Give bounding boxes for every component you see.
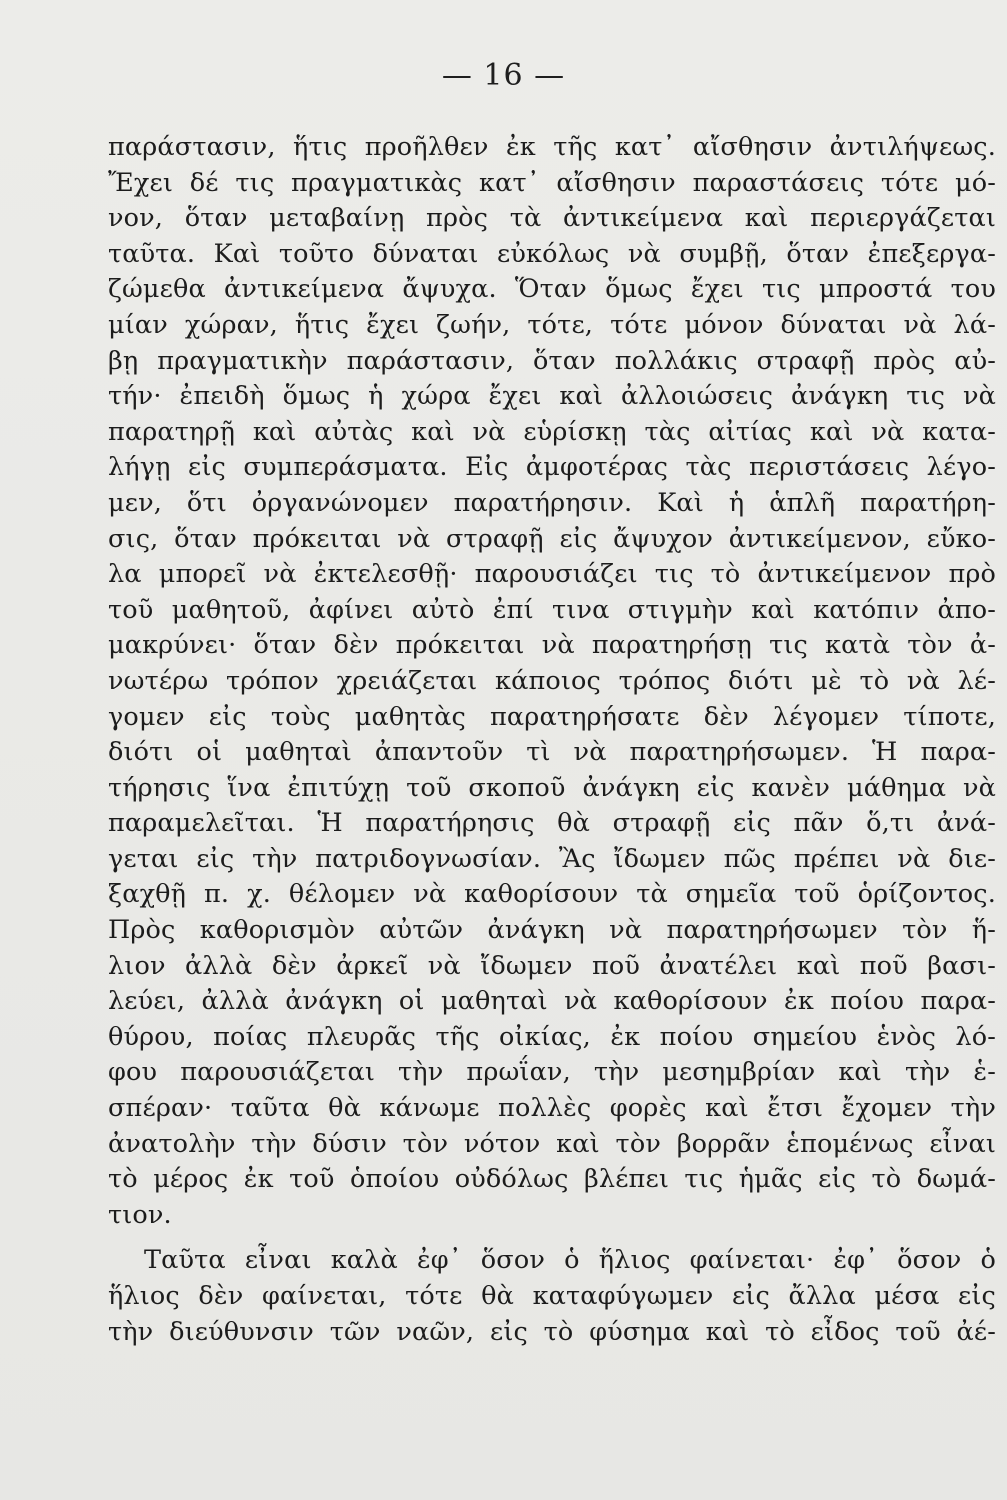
text-line: ταῦτα. Καὶ τοῦτο δύναται εὐκόλως νὰ συμβῇ, ὅταν ἐπεξεργα-: [108, 238, 996, 269]
text-line: γεται εἰς τὴν πατριδογνωσίαν. Ἂς ἴδωμεν πῶς πρέπει νὰ διε-: [108, 843, 996, 874]
text-line: μεν, ὅτι ὀργανώνομεν παρατήρησιν. Καὶ ἡ ἁπλῆ παρατήρη-: [108, 487, 996, 518]
text-line: παράστασιν, ἥτις προῆλθεν ἐκ τῆς κατ᾿ αἴσθησιν ἀντιλήψεως.: [108, 132, 996, 162]
paragraph-2: [108, 1243, 996, 1350]
text-line: τήρησις ἵνα ἐπιτύχῃ τοῦ σκοποῦ ἀνάγκη εἰς κανὲν μάθημα νὰ: [108, 772, 996, 803]
text-line: Ταῦτα εἶναι καλὰ ἐφ᾿ ὅσον ὁ ἥλιος φαίνεται· ἐφ᾿ ὅσον ὁ: [144, 1245, 996, 1276]
text-line: νον, ὅταν μεταβαίνῃ πρὸς τὰ ἀντικείμενα καὶ περιεργάζεται: [108, 203, 996, 234]
text-line: νωτέρω τρόπον χρειάζεται κάποιος τρόπος διότι μὲ τὸ νὰ λέ-: [108, 665, 996, 696]
text-line: τιον.: [108, 1199, 172, 1230]
text-line: φου παρουσιάζεται τὴν πρωΐαν, τὴν μεσημβρίαν καὶ τὴν ἑ-: [108, 1057, 996, 1088]
text-line: λα μπορεῖ νὰ ἐκτελεσθῇ· παρουσιάζει τις τὸ ἀντικείμενον πρὸ: [108, 559, 996, 590]
text-line: θύρου, ποίας πλευρᾶς τῆς οἰκίας, ἐκ ποίου σημείου ἑνὸς λό-: [108, 1021, 996, 1052]
text-line: τὴν διεύθυνσιν τῶν ναῶν, εἰς τὸ φύσημα καὶ τὸ εἶδος τοῦ ἀέ-: [108, 1316, 996, 1347]
text-line: ζώμεθα ἀντικείμενα ἄψυχα. Ὅταν ὅμως ἔχει τις μπροστά του: [108, 274, 996, 305]
text-line: σις, ὅταν πρόκειται νὰ στραφῇ εἰς ἄψυχον ἀντικείμενον, εὔκο-: [108, 523, 996, 554]
text-line: Ἔχει δέ τις πραγματικὰς κατ᾿ αἴσθησιν παραστάσεις τότε μό-: [108, 167, 996, 198]
text-line: Πρὸς καθορισμὸν αὐτῶν ἀνάγκη νὰ παρατηρήσωμεν τὸν ἥ-: [108, 915, 996, 946]
text-line: λεύει, ἀλλὰ ἀνάγκη οἱ μαθηταὶ νὰ καθορίσουν ἐκ ποίου παρα-: [108, 986, 996, 1017]
text-line: τοῦ μαθητοῦ, ἀφίνει αὐτὸ ἐπί τινα στιγμὴν καὶ κατόπιν ἀπο-: [108, 594, 996, 625]
text-line: τήν· ἐπειδὴ ὅμως ἡ χώρα ἔχει καὶ ἀλλοιώσεις ἀνάγκη τις νὰ: [108, 381, 996, 412]
text-line: διότι οἱ μαθηταὶ ἀπαντοῦν τὶ νὰ παρατηρήσωμεν. Ἡ παρα-: [108, 737, 996, 768]
page-number: — 16 —: [441, 58, 566, 93]
paragraph-1: [108, 130, 996, 1233]
text-line: παραμελεῖται. Ἡ παρατήρησις θὰ στραφῇ εἰς πᾶν ὅ,τι ἀνά-: [108, 808, 996, 839]
text-line: λιον ἀλλὰ δὲν ἀρκεῖ νὰ ἴδωμεν ποῦ ἀνατέλει καὶ ποῦ βασι-: [108, 950, 996, 981]
text-line: ἀνατολὴν τὴν δύσιν τὸν νότον καὶ τὸν βορρᾶν ἑπομένως εἶναι: [108, 1128, 996, 1159]
text-line: γομεν εἰς τοὺς μαθητὰς παρατηρήσατε δὲν λέγομεν τίποτε,: [108, 701, 996, 732]
text-line: μίαν χώραν, ἥτις ἔχει ζωήν, τότε, τότε μόνον δύναται νὰ λά-: [108, 309, 996, 340]
paragraph-gap: [108, 1233, 996, 1243]
text-line: λήγῃ εἰς συμπεράσματα. Εἰς ἀμφοτέρας τὰς περιστάσεις λέγο-: [108, 452, 996, 483]
body-text: [108, 130, 996, 1350]
text-line: ἥλιος δὲν φαίνεται, τότε θὰ καταφύγωμεν εἰς ἄλλα μέσα εἰς: [108, 1281, 996, 1311]
text-line: τὸ μέρος ἐκ τοῦ ὁποίου οὐδόλως βλέπει τις ἡμᾶς εἰς τὸ δωμά-: [108, 1164, 996, 1195]
text-line: ξαχθῇ π. χ. θέλομεν νὰ καθορίσουν τὰ σημεῖα τοῦ ὁρίζοντος.: [108, 879, 996, 910]
text-line: παρατηρῇ καὶ αὐτὰς καὶ νὰ εὑρίσκῃ τὰς αἰτίας καὶ νὰ κατα-: [108, 416, 996, 447]
text-line: βῃ πραγματικὴν παράστασιν, ὅταν πολλάκις στραφῇ πρὸς αὐ-: [108, 345, 996, 376]
text-line: σπέραν· ταῦτα θὰ κάνωμε πολλὲς φορὲς καὶ ἔτσι ἔχομεν τὴν: [108, 1093, 996, 1124]
text-line: μακρύνει· ὅταν δὲν πρόκειται νὰ παρατηρήσῃ τις κατὰ τὸν ἀ-: [108, 630, 996, 661]
